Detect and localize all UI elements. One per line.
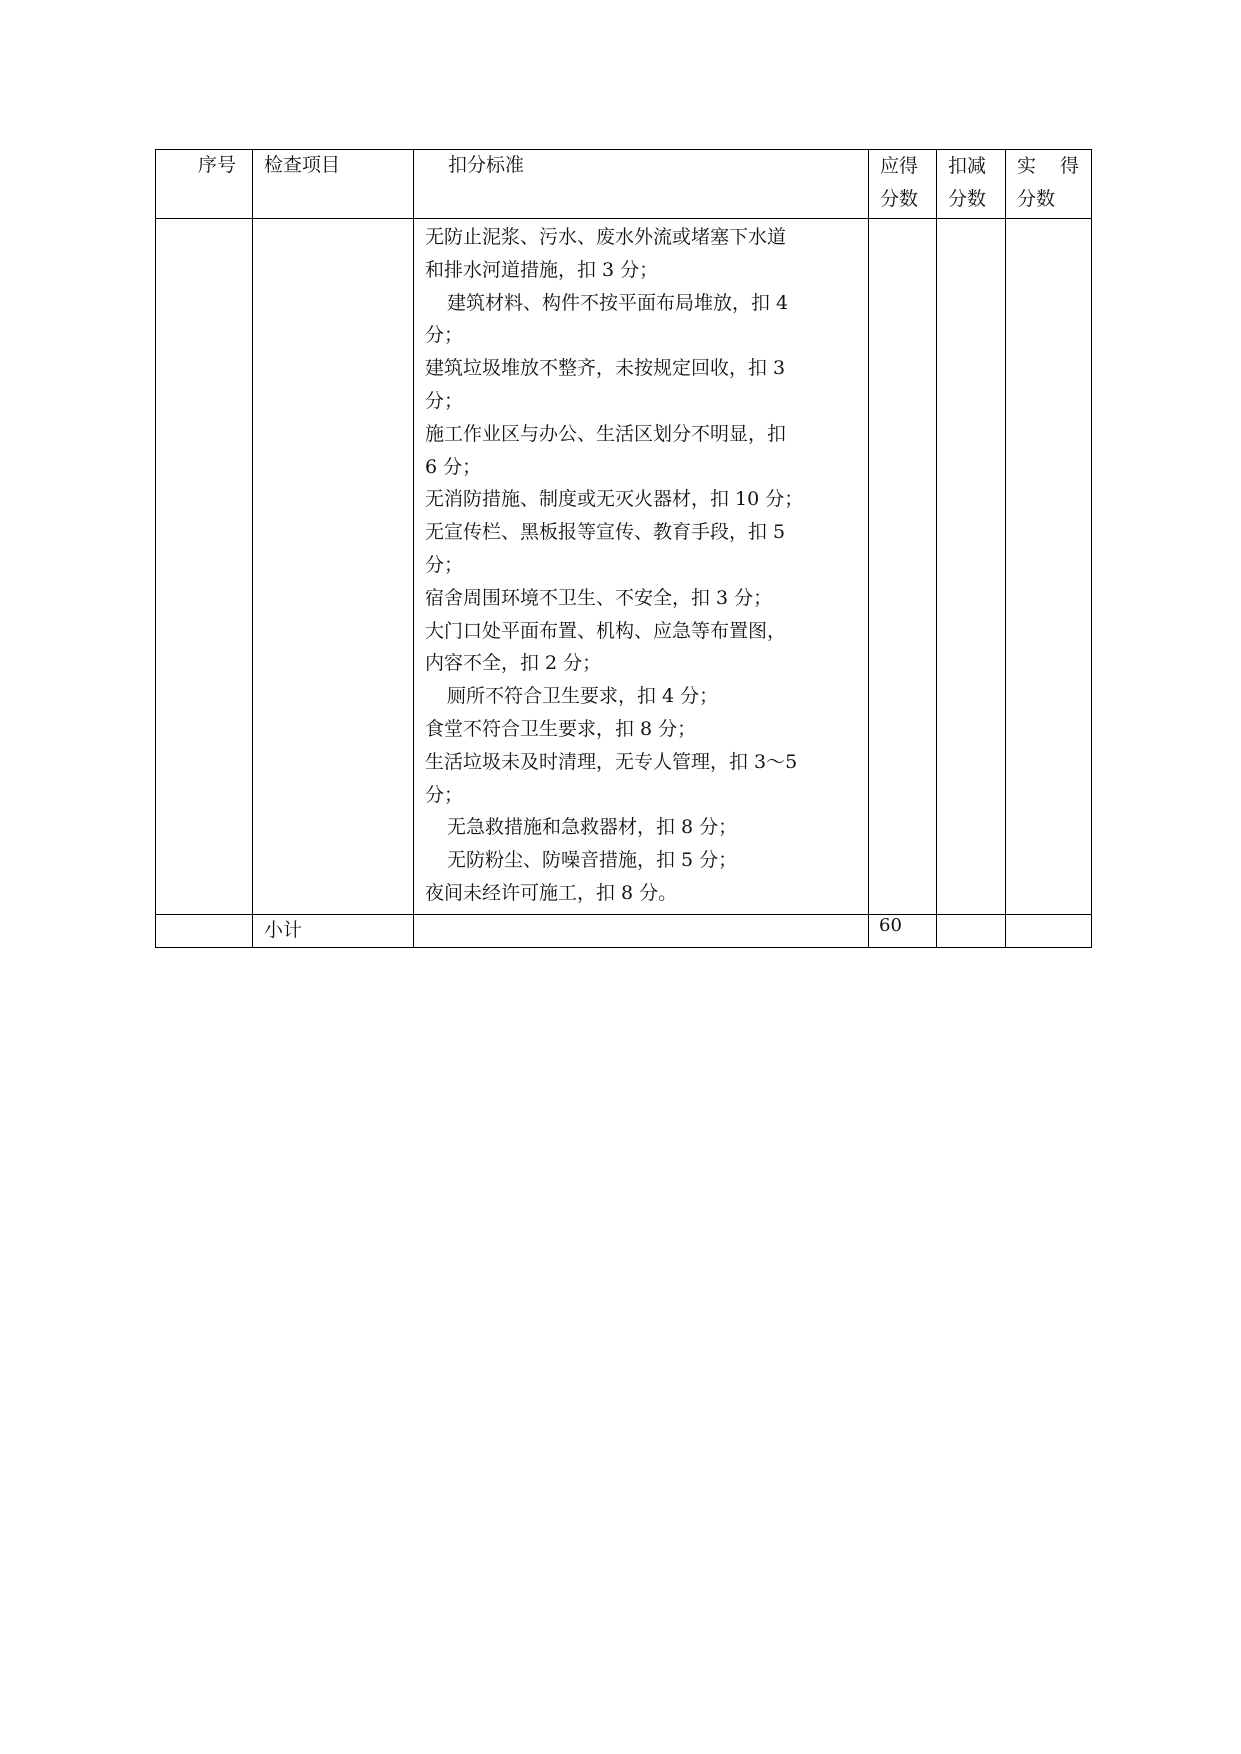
deduction-standard-line: 分；: [425, 553, 464, 576]
header-deduction-standard: 扣分标准: [414, 150, 869, 219]
cell-should-score: [869, 219, 937, 915]
cell-actual-score: [1006, 219, 1092, 915]
deduction-standard-line: 内容不全，扣 2 分；: [425, 652, 602, 675]
cell-check-item: [253, 219, 414, 915]
deduction-standard-line: 建筑材料、构件不按平面布局堆放，扣 4: [447, 291, 789, 314]
header-deduct-score: [937, 150, 1006, 219]
subtotal-deduct-score: [937, 914, 1006, 947]
deduction-standard-line: 分；: [425, 324, 464, 347]
header-check-item: 检查项目: [253, 150, 414, 219]
subtotal-standard: [414, 914, 869, 947]
table-header-row: [156, 150, 1092, 219]
deduction-standard-line: 生活垃圾未及时清理，无专人管理，扣 3～5: [425, 750, 798, 773]
deduction-standard-line: 和排水河道措施，扣 3 分；: [425, 258, 659, 281]
deduction-standard-line: 无防粉尘、防噪音措施，扣 5 分；: [447, 849, 738, 872]
header-actual-score-char1: 实: [1017, 155, 1037, 177]
deduction-standard-line: 无急救措施和急救器材，扣 8 分；: [447, 816, 738, 839]
header-seq: 序号: [156, 150, 253, 219]
deduction-standard-line: 分；: [425, 389, 464, 412]
inspection-score-table: [155, 149, 1092, 948]
deduction-standard-line: 夜间未经许可施工，扣 8 分。: [425, 881, 678, 904]
deduction-standard-line: 分；: [425, 783, 464, 806]
subtotal-actual-score: [1006, 914, 1092, 947]
deduction-standard-line: 无宣传栏、黑板报等宣传、教育手段，扣 5: [425, 521, 786, 544]
deduction-standard-line: 无消防措施、制度或无灭火器材，扣 10 分；: [425, 488, 804, 511]
header-should-score-line2: 分数: [880, 188, 919, 210]
deduction-standard-line: 大门口处平面布置、机构、应急等布置图，: [425, 619, 787, 642]
deduction-standard-line: 食堂不符合卫生要求，扣 8 分；: [425, 717, 697, 740]
subtotal-seq: [156, 914, 253, 947]
deduction-standard-line: 厕所不符合卫生要求，扣 4 分；: [447, 685, 719, 708]
header-actual-score-char2: 得: [1059, 155, 1079, 177]
subtotal-row: [156, 914, 1092, 947]
subtotal-should-score: 60: [869, 914, 937, 947]
header-actual-score-line2: 分数: [1017, 188, 1056, 210]
deduction-standard-line: 宿舍周围环境不卫生、不安全，扣 3 分；: [425, 586, 773, 609]
cell-seq: [156, 219, 253, 915]
header-deduct-score-line2: 分数: [948, 188, 987, 210]
header-should-score-line1: 应得: [880, 155, 919, 177]
header-should-score: [869, 150, 937, 219]
deduction-standard-line: 无防止泥浆、污水、废水外流或堵塞下水道: [425, 226, 787, 248]
deduction-standard-line: 6 分；: [425, 455, 482, 478]
header-deduct-score-line1: 扣减: [948, 155, 987, 177]
cell-deduct-score: [937, 219, 1006, 915]
header-actual-score: [1006, 150, 1092, 219]
deduction-standard-line: 建筑垃圾堆放不整齐，未按规定回收，扣 3: [425, 357, 786, 380]
table-row: [156, 219, 1092, 915]
deduction-standard-line: 施工作业区与办公、生活区划分不明显，扣: [425, 422, 787, 445]
subtotal-label: 小计: [253, 914, 414, 947]
cell-deduction-standard: [414, 219, 869, 915]
header-actual-score-line1: [1017, 150, 1091, 183]
